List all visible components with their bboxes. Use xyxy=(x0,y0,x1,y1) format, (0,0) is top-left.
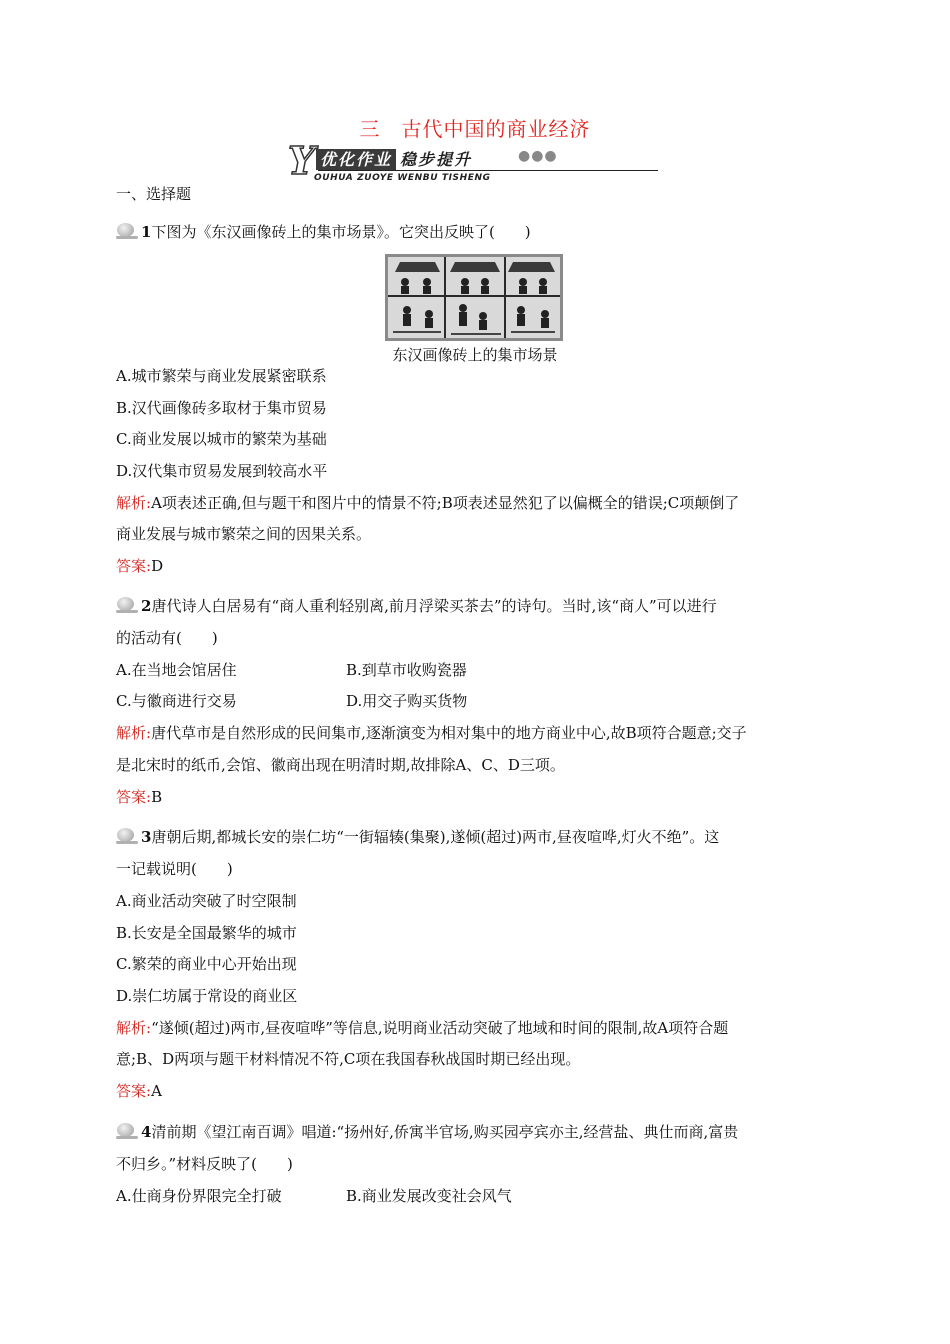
question-number: 2 xyxy=(141,597,152,615)
banner-letter: Y xyxy=(288,138,316,183)
question-number: 4 xyxy=(141,1123,152,1141)
answer-line xyxy=(116,1080,162,1101)
answer-label: 答案: xyxy=(116,788,152,806)
analysis-label: 解析: xyxy=(116,724,152,742)
banner-dots: ●●● xyxy=(518,148,558,164)
banner-text xyxy=(316,147,472,170)
option-a: A.商业活动突破了时空限制 xyxy=(116,892,297,910)
option-a: A.仕商身份界限完全打破 xyxy=(116,1187,282,1205)
question-marker-icon xyxy=(116,1123,138,1139)
option-c: C.繁荣的商业中心开始出现 xyxy=(116,955,297,973)
question-4-stem xyxy=(116,1121,738,1142)
question-text: 唐代诗人白居易有“商人重利轻别离,前月浮梁买茶去”的诗句。当时,该“商人”可以进行 xyxy=(151,597,717,615)
analysis-text: A项表述正确,但与题干和图片中的情景不符;B项表述显然犯了以偏概全的错误;C项颠倒了 xyxy=(151,494,740,512)
analysis-line-2: 商业发展与城市繁荣之间的因果关系。 xyxy=(116,525,372,543)
market-brick-relief-image xyxy=(385,254,563,341)
analysis-line-2: 意;B、D两项与题干材料情况不符,C项在我国春秋战国时期已经出现。 xyxy=(116,1050,581,1068)
answer-value: A xyxy=(151,1082,162,1100)
analysis-line-1 xyxy=(116,492,739,513)
question-marker-icon xyxy=(116,828,138,844)
answer-line xyxy=(116,555,163,576)
answer-value: D xyxy=(151,557,164,575)
analysis-line-2: 是北宋时的纸币,会馆、徽商出现在明清时期,故排除A、C、D三项。 xyxy=(116,756,565,774)
question-text: 唐朝后期,都城长安的崇仁坊“一街辐辏(集聚),遂倾(超过)两市,昼夜喧哗,灯火不绝”。这 xyxy=(151,828,720,846)
question-3-stem-cont: 一记载说明( ) xyxy=(116,860,233,878)
page-title: 三 古代中国的商业经济 xyxy=(359,117,591,141)
section-heading: 一、选择题 xyxy=(116,185,192,203)
question-text: 清前期《望江南百调》唱道:“扬州好,侨寓半官场,购买园亭宾亦主,经营盐、典仕而商,富贵 xyxy=(151,1123,739,1141)
answer-line xyxy=(116,786,162,807)
option-a: A.城市繁荣与商业发展紧密联系 xyxy=(116,367,327,385)
option-b: B.到草市收购瓷器 xyxy=(346,661,467,679)
question-number: 3 xyxy=(141,828,152,846)
answer-label: 答案: xyxy=(116,1082,152,1100)
question-1-stem xyxy=(116,221,531,242)
question-marker-icon xyxy=(116,597,138,613)
option-b: B.商业发展改变社会风气 xyxy=(346,1187,512,1205)
analysis-text: “遂倾(超过)两市,昼夜喧哗”等信息,说明商业活动突破了地域和时间的限制,故A项符合题 xyxy=(151,1019,729,1037)
answer-value: B xyxy=(151,788,163,806)
option-d: D.崇仁坊属于常设的商业区 xyxy=(116,987,298,1005)
question-marker-icon xyxy=(116,223,138,239)
question-text: 下图为《东汉画像砖上的集市场景》。它突出反映了( ) xyxy=(151,223,531,241)
analysis-label: 解析: xyxy=(116,494,152,512)
banner-rule xyxy=(318,170,658,171)
analysis-line-1 xyxy=(116,722,747,743)
question-2-stem-cont: 的活动有( ) xyxy=(116,629,218,647)
option-b: B.长安是全国最繁华的城市 xyxy=(116,924,297,942)
option-d: D.用交子购买货物 xyxy=(346,692,468,710)
banner-subtitle: OUHUA ZUOYE WENBU TISHENG xyxy=(314,173,491,183)
analysis-line-1 xyxy=(116,1017,728,1038)
figure-caption: 东汉画像砖上的集市场景 xyxy=(392,346,558,364)
question-number: 1 xyxy=(141,223,152,241)
option-a: A.在当地会馆居住 xyxy=(116,661,237,679)
banner-dark-label: 优化作业 xyxy=(316,149,396,170)
option-b: B.汉代画像砖多取材于集市贸易 xyxy=(116,399,327,417)
banner-light-label: 稳步提升 xyxy=(400,150,473,169)
option-c: C.与徽商进行交易 xyxy=(116,692,237,710)
analysis-text: 唐代草市是自然形成的民间集市,逐渐演变为相对集中的地方商业中心,故B项符合题意;交子 xyxy=(151,724,747,742)
analysis-label: 解析: xyxy=(116,1019,152,1037)
question-2-stem xyxy=(116,595,717,616)
option-d: D.汉代集市贸易发展到较高水平 xyxy=(116,462,328,480)
question-4-stem-cont: 不归乡。”材料反映了( ) xyxy=(116,1155,293,1173)
option-c: C.商业发展以城市的繁荣为基础 xyxy=(116,430,327,448)
answer-label: 答案: xyxy=(116,557,152,575)
section-banner xyxy=(288,140,666,184)
question-3-stem xyxy=(116,826,719,847)
